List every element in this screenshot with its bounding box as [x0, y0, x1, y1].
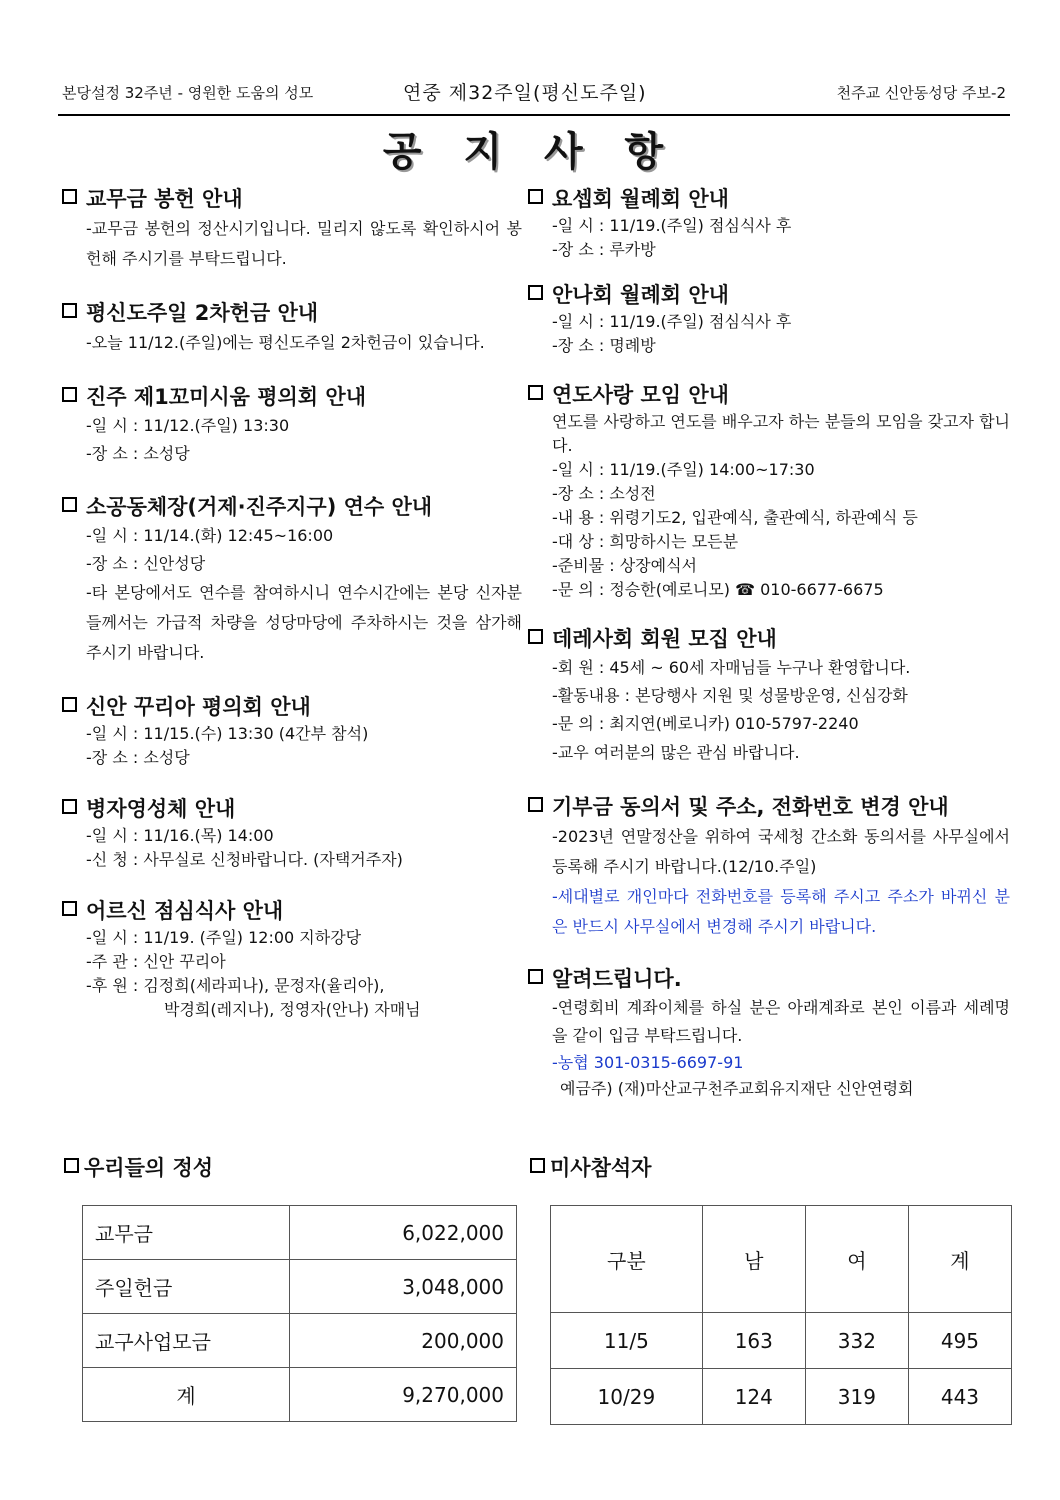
cell: 11/5	[551, 1313, 703, 1369]
header-left: 본당설정 32주년 - 영원한 도움의 성모	[62, 84, 314, 102]
section-title: 신안 꾸리아 평의회 안내	[86, 695, 311, 719]
section-line: -일 시 : 11/19.(주일) 14:00~17:30	[552, 460, 815, 479]
notice-announcement	[528, 964, 1010, 1102]
row-label: 교무금	[83, 1206, 290, 1260]
checkbox-icon	[530, 1158, 545, 1173]
cell: 319	[805, 1369, 908, 1425]
section-line: -장 소 : 소성당	[86, 444, 190, 463]
table-row	[83, 1206, 517, 1260]
section-text: -타 본당에서도 연수를 참여하시니 연수시간에는 본당 신자분들께서는 가급적 차량을 성당마당에 주차하시는 것을 삼가해 주시기 바랍니다.	[86, 583, 522, 662]
notice-training	[62, 492, 522, 668]
section-title: 기부금 동의서 및 주소, 전화번호 변경 안내	[552, 795, 949, 819]
notice-yeondo	[528, 380, 1010, 602]
checkbox-icon	[528, 969, 543, 984]
checkbox-icon	[62, 497, 77, 512]
section-line: -장 소 : 소성전	[552, 484, 656, 503]
notice-anna	[528, 280, 1010, 358]
section-line: -일 시 : 11/19. (주일) 12:00 지하강당	[86, 928, 362, 947]
section-title: 요셉회 월례회 안내	[552, 187, 729, 211]
cell: 163	[702, 1313, 805, 1369]
section-line: -장 소 : 소성당	[86, 748, 190, 767]
header-center: 연중 제32주일(평신도주일)	[403, 82, 647, 104]
section-line: -일 시 : 11/16.(목) 14:00	[86, 826, 274, 845]
cell: 124	[702, 1369, 805, 1425]
section-text-highlight: -세대별로 개인마다 전화번호를 등록해 주시고 주소가 바뀌신 분은 반드시 사무실에서 변경해 주시기 바랍니다.	[552, 887, 1010, 936]
header-right: 천주교 신안동성당 주보-2	[836, 84, 1006, 102]
section-line: -주 관 : 신안 꾸리아	[86, 952, 226, 971]
checkbox-icon	[528, 189, 543, 204]
section-title: 알려드립니다.	[552, 967, 682, 991]
offering-heading: 우리들의 정성	[64, 1152, 213, 1182]
section-line: -장 소 : 루카방	[552, 240, 656, 259]
checkbox-icon	[62, 901, 77, 916]
section-title: 연도사랑 모임 안내	[552, 383, 729, 407]
section-line: -대 상 : 희망하시는 모든분	[552, 532, 739, 551]
cell: 10/29	[551, 1369, 703, 1425]
row-label: 계	[83, 1368, 290, 1422]
header-rule	[58, 114, 1010, 116]
section-title: 진주 제1꼬미시움 평의회 안내	[86, 385, 366, 409]
section-title: 어르신 점심식사 안내	[86, 899, 284, 923]
col-header: 여	[805, 1206, 908, 1313]
section-title: 교무금 봉헌 안내	[86, 187, 243, 211]
section-line: -회 원 : 45세 ~ 60세 자매님들 누구나 환영합니다.	[552, 658, 911, 677]
checkbox-icon	[528, 797, 543, 812]
cell: 495	[908, 1313, 1011, 1369]
section-line: -활동내용 : 본당행사 지원 및 성물방운영, 신심강화	[552, 686, 908, 705]
row-label: 교구사업모금	[83, 1314, 290, 1368]
bank-account: -농협 301-0315-6697-91	[552, 1053, 744, 1072]
right-column	[528, 184, 1010, 1102]
section-line: -준비물 : 상장예식서	[552, 556, 697, 575]
notice-offering	[62, 184, 522, 274]
table-row	[83, 1368, 517, 1422]
table-header-row	[551, 1206, 1012, 1313]
section-line: 박경희(레지나), 정영자(안나) 자매님	[164, 1000, 421, 1019]
notice-teresa	[528, 624, 1010, 768]
checkbox-icon	[62, 303, 77, 318]
section-line: -문 의 : 최지연(베로니카) 010-5797-2240	[552, 714, 859, 733]
notice-senior-lunch	[62, 896, 522, 1022]
notice-sick-communion	[62, 794, 522, 872]
checkbox-icon	[528, 285, 543, 300]
section-line: -후 원 : 김정희(세라피나), 문정자(율리아),	[86, 976, 385, 995]
notice-joseph	[528, 184, 1010, 262]
section-line: -교우 여러분의 많은 관심 바랍니다.	[552, 743, 800, 762]
section-text: -오늘 11/12.(주일)에는 평신도주일 2차헌금이 있습니다.	[86, 333, 485, 352]
row-value: 3,048,000	[290, 1260, 517, 1314]
notice-second-collection	[62, 298, 522, 358]
section-line: -내 용 : 위령기도2, 입관예식, 출관예식, 하관예식 등	[552, 508, 918, 527]
section-text: 연도를 사랑하고 연도를 배우고자 하는 분들의 모임을 갖고자 합니다.	[552, 412, 1011, 455]
account-holder: 예금주) (재)마산교구천주교회유지재단 신안연령회	[560, 1079, 914, 1098]
attendance-heading: 미사참석자	[530, 1152, 651, 1182]
checkbox-icon	[62, 387, 77, 402]
attendance-table	[550, 1205, 1012, 1425]
left-column	[62, 184, 522, 1022]
notice-curia	[62, 692, 522, 770]
row-value: 200,000	[290, 1314, 517, 1368]
section-title: 병자영성체 안내	[86, 797, 236, 821]
section-title: 데레사회 회원 모집 안내	[552, 627, 777, 651]
section-line: -장 소 : 명례방	[552, 336, 656, 355]
table-row	[551, 1369, 1012, 1425]
section-line: -장 소 : 신안성당	[86, 554, 206, 573]
notice-comitium	[62, 382, 522, 468]
section-line: -일 시 : 11/14.(화) 12:45~16:00	[86, 526, 334, 545]
section-line: -일 시 : 11/19.(주일) 점심식사 후	[552, 312, 792, 331]
section-title: 안나회 월례회 안내	[552, 283, 729, 307]
col-header: 남	[702, 1206, 805, 1313]
checkbox-icon	[62, 697, 77, 712]
col-header: 계	[908, 1206, 1011, 1313]
col-header: 구분	[551, 1206, 703, 1313]
notice-donation	[528, 792, 1010, 942]
row-value: 6,022,000	[290, 1206, 517, 1260]
table-row	[83, 1314, 517, 1368]
table-row	[83, 1260, 517, 1314]
cell: 332	[805, 1313, 908, 1369]
row-value: 9,270,000	[290, 1368, 517, 1422]
section-line: -일 시 : 11/15.(수) 13:30 (4간부 참석)	[86, 724, 369, 743]
table-row	[551, 1313, 1012, 1369]
section-line: -신 청 : 사무실로 신청바랍니다. (자택거주자)	[86, 850, 403, 869]
checkbox-icon	[62, 799, 77, 814]
cell: 443	[908, 1369, 1011, 1425]
page-title: 공 지 사 항	[382, 129, 678, 175]
checkbox-icon	[62, 189, 77, 204]
section-line: -일 시 : 11/19.(주일) 점심식사 후	[552, 216, 792, 235]
section-text: -연령회비 계좌이체를 하실 분은 아래계좌로 본인 이름과 세례명을 같이 입금 부탁드립니다.	[552, 998, 1010, 1045]
page-header	[58, 78, 1010, 108]
section-line: -문 의 : 정승한(예로니모) ☎ 010-6677-6675	[552, 580, 884, 599]
section-title: 평신도주일 2차헌금 안내	[86, 301, 319, 325]
checkbox-icon	[528, 385, 543, 400]
offering-table	[82, 1205, 517, 1422]
row-label: 주일헌금	[83, 1260, 290, 1314]
section-text: -2023년 연말정산을 위하여 국세청 간소화 동의서를 사무실에서 등록해 주시기 바랍니다.(12/10.주일)	[552, 827, 1010, 876]
checkbox-icon	[528, 629, 543, 644]
section-text: -교무금 봉헌의 정산시기입니다. 밀리지 않도록 확인하시어 봉헌해 주시기를 부탁드립니다.	[86, 219, 522, 268]
checkbox-icon	[64, 1158, 79, 1173]
section-line: -일 시 : 11/12.(주일) 13:30	[86, 416, 290, 435]
section-title: 소공동체장(거제·진주지구) 연수 안내	[86, 495, 433, 519]
